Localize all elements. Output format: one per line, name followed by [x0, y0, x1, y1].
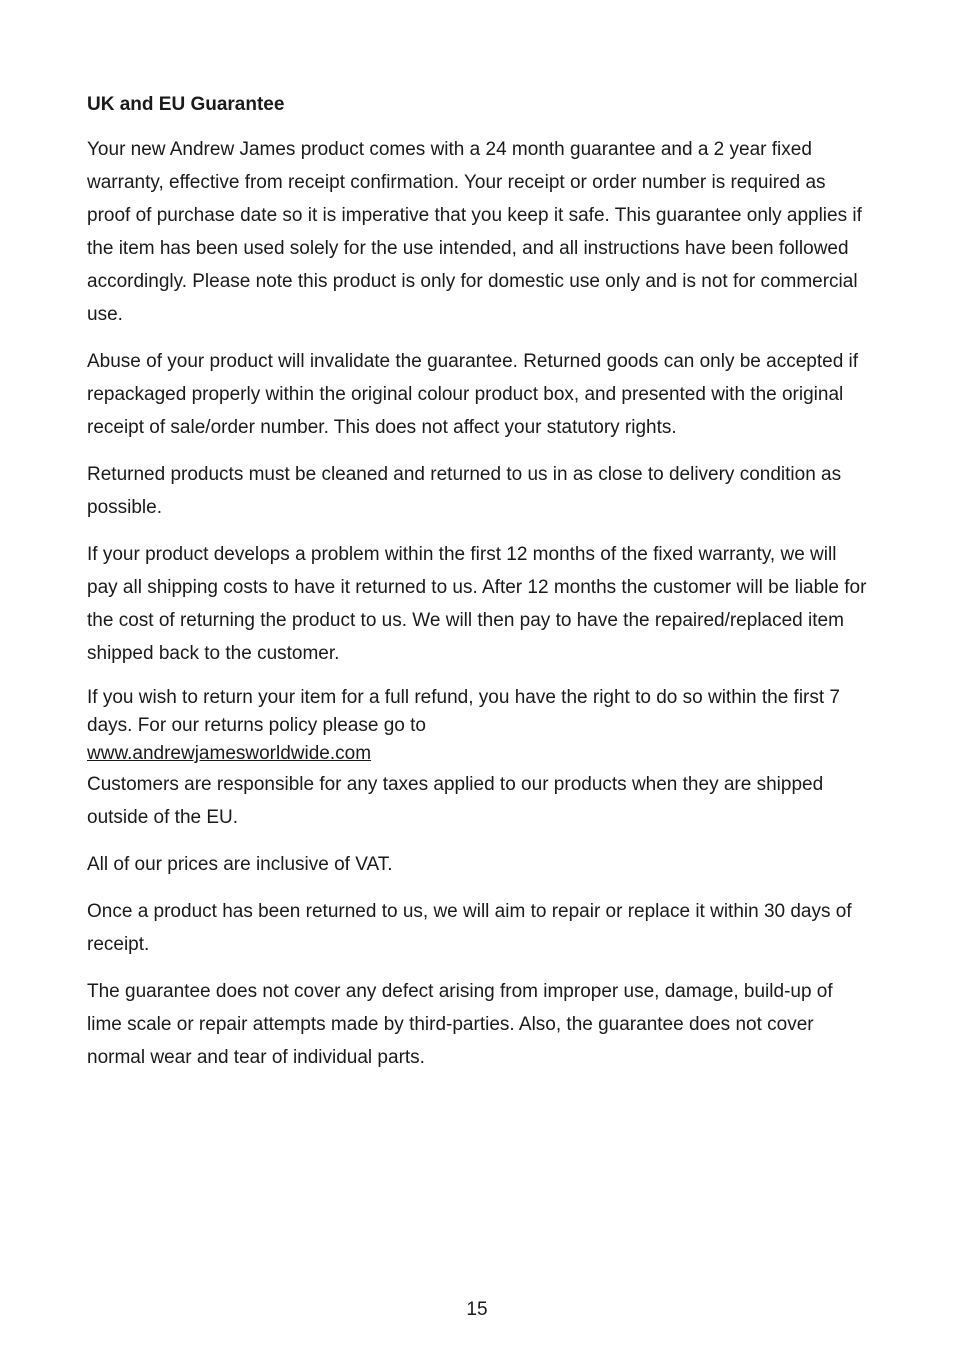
repair-paragraph: Once a product has been returned to us, we will aim to repair or replace it within 30 days of receipt. — [87, 901, 852, 955]
returned-products-paragraph: Returned products must be cleaned and returned to us in as close to delivery condition as possible. — [87, 464, 842, 518]
section-heading: UK and EU Guarantee — [87, 94, 285, 115]
vat-paragraph: All of our prices are inclusive of VAT. — [87, 854, 393, 875]
abuse-paragraph: Abuse of your product will invalidate the guarantee. Returned goods can only be accepted if repackaged properly within the original colour product box, and presented with the original receipt of sale/order number. This does not affect your statutory rights. — [87, 351, 859, 438]
exclusions-paragraph: The guarantee does not cover any defect arising from improper use, damage, build-up of lime scale or repair attempts made by third-parties. Also, the guarantee does not cover normal wear and tear of individual parts. — [87, 981, 833, 1068]
guarantee-paragraph: Your new Andrew James product comes with a 24 month guarantee and a 2 year fixed warranty, effective from receipt confirmation. Your receipt or order number is required as proof of purchase date so it is imperative that you keep it safe. This guarantee only applies if the item has been used solely for the use intended, and all instructions have been followed accordingly. Please note this product is only for domestic use only and is not for commercial use. — [87, 139, 862, 325]
shipping-costs-paragraph: If your product develops a problem within the first 12 months of the fixed warranty, we will pay all shipping costs to have it returned to us. After 12 months the customer will be liable for the cost of returning the product to us. We will then pay to have the repaired/replaced item shipped back to the customer. — [87, 544, 867, 664]
taxes-paragraph: Customers are responsible for any taxes applied to our products when they are shipped outside of the EU. — [87, 774, 824, 828]
returns-policy-paragraph: If you wish to return your item for a full refund, you have the right to do so within the first 7 days. For our returns policy please go to — [87, 687, 840, 736]
returns-policy-link[interactable]: www.andrewjamesworldwide.com — [87, 743, 372, 764]
page-number: 15 — [466, 1299, 488, 1320]
document-body — [87, 90, 869, 1088]
